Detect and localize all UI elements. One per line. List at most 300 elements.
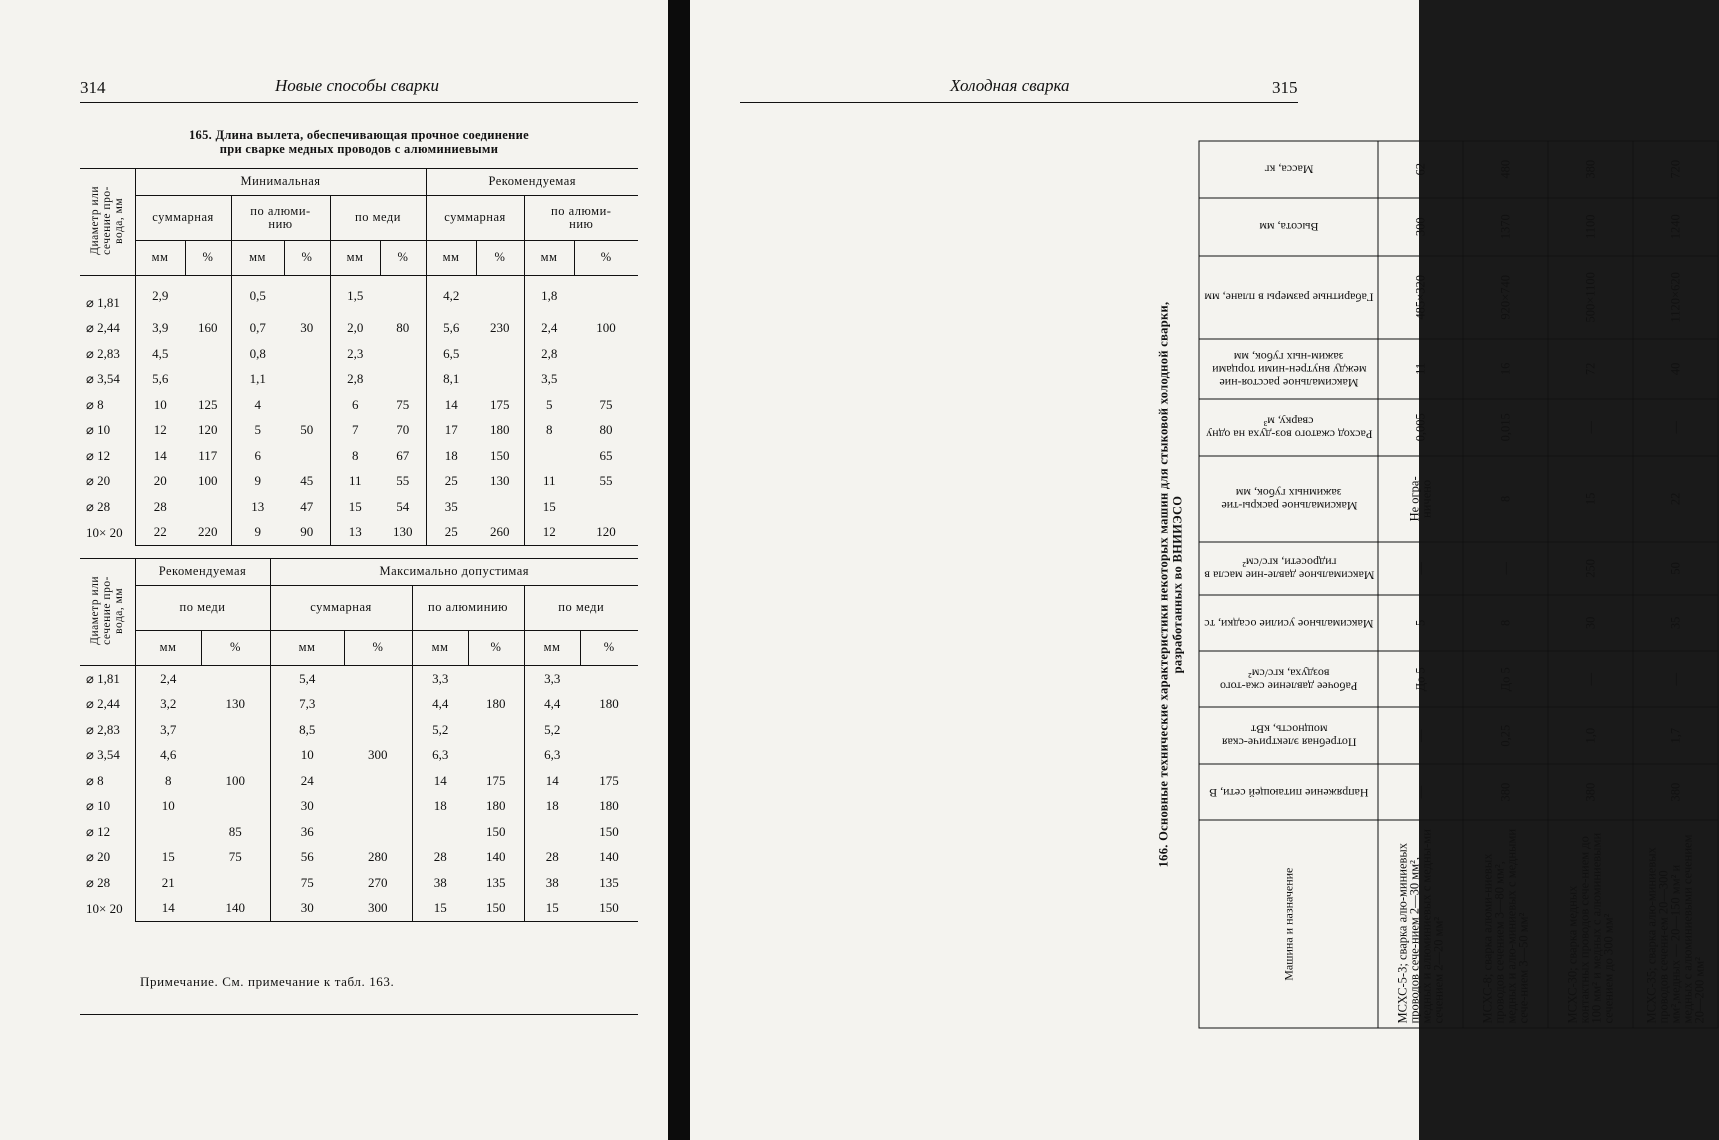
table-cell [201, 743, 270, 769]
table-cell: 50 [1633, 542, 1718, 594]
table-cell [201, 717, 270, 743]
table-cell [284, 341, 330, 367]
unit-mm: мм [270, 630, 344, 665]
table-cell: 15 [348, 498, 362, 514]
table-cell: 4,6 [160, 747, 177, 763]
table-cell: 300 [344, 743, 412, 769]
table-165-caption [80, 128, 638, 156]
row-label: ⌀ 28 [80, 494, 135, 520]
table-row [80, 896, 638, 922]
row-label: ⌀ 10 [80, 794, 135, 820]
table-cell: 11 [542, 473, 556, 489]
unit-pct: % [201, 630, 270, 665]
table-cell: 5,2 [544, 721, 561, 737]
table-cell: 47 [284, 494, 330, 520]
table-cell: 0,015 [1463, 399, 1548, 455]
table-cell: 7 [352, 422, 359, 438]
table-cell: 380 [1633, 764, 1718, 820]
table-cell: 150 [476, 443, 524, 469]
table-cell: 2,4 [160, 670, 177, 686]
table-cell: 4,4 [432, 696, 449, 712]
stub-header-2: Диаметр или сечение про- вода, мм [89, 575, 126, 645]
table-cell: 50 [284, 418, 330, 444]
unit-pct: % [284, 240, 330, 275]
table-cell: 150 [468, 819, 524, 845]
table-cell: — [1378, 764, 1463, 820]
machine-row [1633, 141, 1718, 1028]
table-cell: 14 [135, 896, 201, 922]
table-cell [468, 717, 524, 743]
table-cell: 920×740 [1463, 256, 1548, 339]
sub-copper: по меди [330, 195, 426, 240]
table-cell: 28 [153, 498, 167, 514]
table-cell: 140 [468, 845, 524, 871]
table-cell: 5,6 [152, 371, 169, 387]
column-header: Потребная электриче-ская мощность, кВт [1199, 708, 1378, 764]
table-cell: 0,7 [249, 320, 266, 336]
table-cell [380, 341, 426, 367]
table-cell: 0,25 [1463, 708, 1548, 764]
table-row [80, 276, 638, 316]
table-cell: 6,3 [432, 747, 449, 763]
table-cell: 500×1100 [1548, 256, 1633, 339]
table-cell: 270 [344, 870, 412, 896]
table-cell [201, 666, 270, 692]
table-cell [412, 819, 468, 845]
table-cell: 230 [476, 316, 524, 342]
table-cell: 4,5 [152, 345, 169, 361]
table-cell: 35 [1633, 595, 1718, 651]
table-cell: 2,4 [541, 320, 558, 336]
unit-mm: мм [330, 240, 380, 275]
table-cell [185, 494, 231, 520]
table-row [80, 794, 638, 820]
table-cell: 22 [135, 520, 185, 546]
table-cell: 720 [1633, 141, 1718, 198]
table-row [80, 717, 638, 743]
machine-row [1463, 141, 1548, 1028]
table-cell: 180 [468, 692, 524, 718]
table-cell [476, 341, 524, 367]
table-cell: 62 [1378, 141, 1463, 198]
table-cell: 160 [185, 316, 231, 342]
table-cell: 380 [1548, 764, 1633, 820]
row-label: ⌀ 20 [80, 845, 135, 871]
table-cell: 180 [468, 794, 524, 820]
caption-166-line-1: 166. Основные технические характеристики некоторых машин для стыковой холодной сварки, [1156, 301, 1171, 868]
table-cell: 8 [546, 422, 553, 438]
table-cell: 75 [380, 392, 426, 418]
unit-pct: % [468, 630, 524, 665]
table-cell [380, 276, 426, 316]
table-cell [284, 276, 330, 316]
table-cell: 135 [599, 874, 619, 890]
table-cell: 30 [1548, 595, 1633, 651]
table-cell: 100 [185, 469, 231, 495]
table-cell: 18 [444, 447, 458, 463]
table-row [80, 666, 638, 692]
table-166-rotated [1156, 141, 1707, 1029]
unit-mm: мм [426, 240, 476, 275]
table-cell: 35 [444, 498, 458, 514]
table-cell: 15 [542, 498, 556, 514]
table-cell [468, 743, 524, 769]
table-cell: 67 [380, 443, 426, 469]
column-header: Максимальное давле-ние масла в гидросети, кгс/см² [1199, 542, 1378, 594]
table-cell: 175 [476, 392, 524, 418]
table-165-part-1 [80, 168, 638, 546]
table-cell: 1100 [1548, 198, 1633, 256]
bottom-rule-left [80, 1014, 638, 1015]
table-cell: 8,5 [299, 721, 316, 737]
row-label: ⌀ 2,44 [80, 692, 135, 718]
unit-pct: % [344, 630, 412, 665]
table-cell: 38 [545, 874, 559, 890]
table-cell: — [1378, 542, 1463, 594]
table-cell: 2,0 [347, 320, 364, 336]
unit-mm: мм [524, 630, 580, 665]
group-minimal: Минимальная [135, 169, 426, 196]
table-cell: 15 [524, 896, 580, 922]
table-cell: 0,5 [249, 287, 266, 303]
table-cell: 8 [1463, 595, 1548, 651]
unit-pct: % [185, 240, 231, 275]
table-cell: 65 [599, 447, 613, 463]
table-165-part-2 [80, 558, 638, 922]
table-cell: 22 [1633, 456, 1718, 543]
unit-pct: % [574, 240, 638, 275]
row-label: ⌀ 10 [80, 418, 135, 444]
machine-row [1378, 141, 1463, 1028]
table-cell: 16 [1463, 339, 1548, 399]
table-cell [574, 367, 638, 393]
row-label: ⌀ 3,54 [80, 743, 135, 769]
table-cell: 1370 [1463, 198, 1548, 256]
row-label: ⌀ 8 [80, 768, 135, 794]
table-cell: 72 [1548, 339, 1633, 399]
table-cell: 24 [300, 772, 314, 788]
table-cell: 40 [1633, 339, 1718, 399]
page-number-left: 314 [80, 78, 106, 97]
table-row [80, 768, 638, 794]
table-cell: 180 [476, 418, 524, 444]
table-cell: 3,3 [432, 670, 449, 686]
row-label: ⌀ 1,81 [80, 666, 135, 692]
table-cell: 30 [270, 896, 344, 922]
table-cell: — [1548, 399, 1633, 455]
group-recommended: Рекомендуемая [426, 169, 638, 196]
sub-copper-max: по меди [524, 585, 638, 630]
table-cell: 12 [153, 422, 167, 438]
table-row [80, 392, 638, 418]
table-cell: 260 [476, 520, 524, 546]
table-cell: 8 [165, 772, 172, 788]
table-cell: 140 [201, 896, 270, 922]
table-row [80, 743, 638, 769]
table-cell [574, 276, 638, 316]
row-label: ⌀ 2,83 [80, 717, 135, 743]
table-cell: 13 [251, 498, 265, 514]
machine-description: МСХС-35; сварка алю-миниевых проводов сечени-ем 20—300 мм²,медных — 20—150 мм² и медных с алюминиевыми сечением 20—200 мм² [1633, 820, 1718, 1028]
table-row [80, 316, 638, 342]
unit-mm: мм [231, 240, 284, 275]
table-cell: 220 [185, 520, 231, 546]
table-cell: 55 [380, 469, 426, 495]
table-cell: 10 [153, 396, 167, 412]
unit-mm: мм [524, 240, 574, 275]
table-row [80, 341, 638, 367]
head-rule-left [80, 102, 638, 103]
table-cell: 1,1 [249, 371, 266, 387]
table-cell: 6,5 [443, 345, 460, 361]
table-cell: 2,3 [347, 345, 364, 361]
table-cell: 5 [254, 422, 261, 438]
table-cell: 21 [161, 874, 175, 890]
table-cell [284, 367, 330, 393]
sub-copper-rec: по меди [135, 585, 270, 630]
table-cell: 175 [599, 772, 619, 788]
table-cell: 30 [284, 316, 330, 342]
table-cell: 5,2 [432, 721, 449, 737]
table-cell: 1,7 [1633, 708, 1718, 764]
row-label: 10× 20 [80, 896, 135, 922]
table-cell: 100 [596, 320, 616, 336]
table-cell [468, 666, 524, 692]
table-cell: 28 [545, 849, 559, 865]
sub-total-2: суммарная [426, 195, 524, 240]
machine-description: МСХС-30; сварка медных контактных проводов сече-нием до 100 мм² и медных с алюминиевыми сечением до 300 мм² [1548, 820, 1633, 1028]
table-cell: 11 [348, 473, 362, 489]
unit-pct: % [580, 630, 638, 665]
group-max-allowed: Максимально допустимая [270, 559, 638, 586]
table-cell: 12 [524, 520, 574, 546]
page-number-right: 315 [1272, 78, 1298, 97]
table-cell: 140 [599, 849, 619, 865]
head-rule-right [740, 102, 1298, 103]
table-cell [135, 819, 201, 845]
table-cell: 380 [1463, 764, 1548, 820]
table-cell [344, 768, 412, 794]
table-cell: 125 [185, 392, 231, 418]
unit-mm: мм [412, 630, 468, 665]
table-cell: 6 [352, 396, 359, 412]
column-header: Габаритные размеры в плане, мм [1199, 256, 1378, 339]
table-cell: 75 [201, 845, 270, 871]
sub-aluminum: по алюми- нию [231, 195, 330, 240]
table-cell [574, 341, 638, 367]
sub-total-max: суммарная [270, 585, 412, 630]
table-cell: 38 [433, 874, 447, 890]
row-label: ⌀ 3,54 [80, 367, 135, 393]
table-cell: 4,4 [544, 696, 561, 712]
table-cell [344, 666, 412, 692]
table-cell: 20 [153, 473, 167, 489]
table-cell: 2,8 [347, 371, 364, 387]
table-cell: 11 [1378, 339, 1463, 399]
table-cell: 54 [380, 494, 426, 520]
table-cell: 9 [254, 473, 261, 489]
sub-aluminum-2: по алюми- нию [524, 195, 638, 240]
table-cell [344, 794, 412, 820]
table-cell: — [1633, 651, 1718, 707]
table-cell [380, 367, 426, 393]
sub-aluminum-max: по алюминию [412, 585, 524, 630]
table-cell: 120 [574, 520, 638, 546]
table-cell [524, 443, 574, 469]
table-cell: 14 [153, 447, 167, 463]
table-cell [476, 367, 524, 393]
table-cell [574, 494, 638, 520]
table-cell: 80 [380, 316, 426, 342]
table-cell: 8,1 [443, 371, 460, 387]
table-cell: — [1463, 542, 1548, 594]
table-cell: 13 [330, 520, 380, 546]
table-cell: 1,5 [347, 287, 364, 303]
table-cell: 15 [412, 896, 468, 922]
table-cell [476, 494, 524, 520]
table-cell: 90 [284, 520, 330, 546]
table-cell: 2,9 [152, 287, 169, 303]
table-cell: 0,005 [1378, 399, 1463, 455]
table-cell: 480 [1463, 141, 1548, 198]
column-header: Напряжение питающей сети, В [1199, 764, 1378, 820]
sub-total: суммарная [135, 195, 231, 240]
table-cell: 3,5 [541, 371, 558, 387]
table-cell: 6 [254, 447, 261, 463]
table-cell: 5 [1378, 595, 1463, 651]
column-header: Масса, кг [1199, 141, 1378, 198]
table-cell [344, 717, 412, 743]
table-row [80, 692, 638, 718]
unit-pct: % [476, 240, 524, 275]
table-cell: 7,3 [299, 696, 316, 712]
table-cell: 28 [433, 849, 447, 865]
table-cell: 120 [185, 418, 231, 444]
running-head-left: Новые способы сварки [275, 76, 439, 95]
stub-header: Диаметр или сечение про- вода, мм [89, 185, 126, 255]
table-cell: 150 [468, 896, 524, 922]
table-cell: 5 [546, 396, 553, 412]
column-header: Высота, мм [1199, 198, 1378, 256]
table-166 [1199, 141, 1719, 1029]
table-cell: 75 [300, 874, 314, 890]
column-header: Максимальное раскры-тие зажимных губок, мм [1199, 456, 1378, 543]
table-cell: 300 [344, 896, 412, 922]
table-cell: 8 [1463, 456, 1548, 543]
machine-description: МСХС-5-3; сварка алю-миниевых проводов сече-нием 2—30 мм², медных и алюминиевых с медны-ми сечением 2—20 мм² [1378, 820, 1463, 1028]
left-page [0, 0, 668, 1140]
table-cell: 100 [201, 768, 270, 794]
table-cell: 150 [599, 823, 619, 839]
table-cell: 6,3 [544, 747, 561, 763]
table-cell: 25 [444, 473, 458, 489]
table-cell: Не огра-ничено [1378, 456, 1463, 543]
machine-description: МСХС-8; сварка алюми-ниевых проводов сечением 3—80 мм², медных и алю-миниевых с медными сече-нием 3—50 мм² [1463, 820, 1548, 1028]
table-cell: 1120×620 [1633, 256, 1718, 339]
table-cell [476, 276, 524, 316]
table-cell: 4 [254, 396, 261, 412]
row-label: ⌀ 2,44 [80, 316, 135, 342]
table-cell: 250 [1548, 542, 1633, 594]
machine-row [1548, 141, 1633, 1028]
table-cell: 3,9 [152, 320, 169, 336]
table-cell: 5,4 [299, 670, 316, 686]
table-cell: — [1378, 708, 1463, 764]
table-cell: 4,2 [443, 287, 460, 303]
table-cell: 70 [380, 418, 426, 444]
table-cell: 130 [476, 469, 524, 495]
table-row [80, 443, 638, 469]
caption-line-1: 165. Длина вылета, обеспечивающая прочное соединение [188, 128, 530, 142]
row-label: ⌀ 2,83 [80, 341, 135, 367]
table-cell: 18 [545, 798, 559, 814]
caption-166-line-2: разработанных во ВНИИЭСО [1170, 495, 1185, 674]
table-cell: 0,8 [249, 345, 266, 361]
table-cell [580, 717, 638, 743]
column-header: Машина и назначение [1199, 820, 1378, 1028]
table-cell [580, 743, 638, 769]
row-label: ⌀ 12 [80, 819, 135, 845]
table-cell: 135 [468, 870, 524, 896]
table-cell: — [1548, 651, 1633, 707]
table-cell: 15 [161, 849, 175, 865]
row-label: ⌀ 12 [80, 443, 135, 469]
table-cell: 10 [300, 747, 314, 763]
table-cell: 3,7 [160, 721, 177, 737]
table-cell: 1,0 [1548, 708, 1633, 764]
table-cell: До 5 [1463, 651, 1548, 707]
table-cell [344, 692, 412, 718]
table-row [80, 469, 638, 495]
table-cell: До 5 [1378, 651, 1463, 707]
table-cell: 380 [1548, 141, 1633, 198]
table-cell: 14 [433, 772, 447, 788]
table-cell: 14 [444, 396, 458, 412]
table-row [80, 418, 638, 444]
table-row [80, 367, 638, 393]
table-cell: 1240 [1633, 198, 1718, 256]
table-cell: 1,8 [541, 287, 558, 303]
unit-pct: % [380, 240, 426, 275]
table-cell: 117 [185, 443, 231, 469]
column-header: Рабочее давление сжа-того воздуха, кгс/см² [1199, 651, 1378, 707]
table-cell: 3,2 [160, 696, 177, 712]
table-cell [201, 870, 270, 896]
table-166-caption [1157, 141, 1185, 1029]
table-cell: 25 [426, 520, 476, 546]
table-cell: 14 [545, 772, 559, 788]
group-recommended-2: Рекомендуемая [135, 559, 270, 586]
running-head-right: Холодная сварка [950, 76, 1070, 95]
table-cell: 8 [352, 447, 359, 463]
table-cell: 15 [1548, 456, 1633, 543]
table-row [80, 870, 638, 896]
table-cell [344, 819, 412, 845]
table-row [80, 494, 638, 520]
row-label: ⌀ 1,81 [80, 276, 135, 316]
table-cell: 85 [201, 819, 270, 845]
table-cell: 130 [201, 692, 270, 718]
table-cell: 10 [161, 798, 175, 814]
table-cell: 280 [344, 845, 412, 871]
book-gutter [668, 0, 690, 1140]
unit-mm: мм [135, 240, 185, 275]
table-cell: 175 [468, 768, 524, 794]
table-row [80, 845, 638, 871]
row-label: ⌀ 20 [80, 469, 135, 495]
table-cell: 55 [599, 473, 613, 489]
table-cell: 5,6 [443, 320, 460, 336]
